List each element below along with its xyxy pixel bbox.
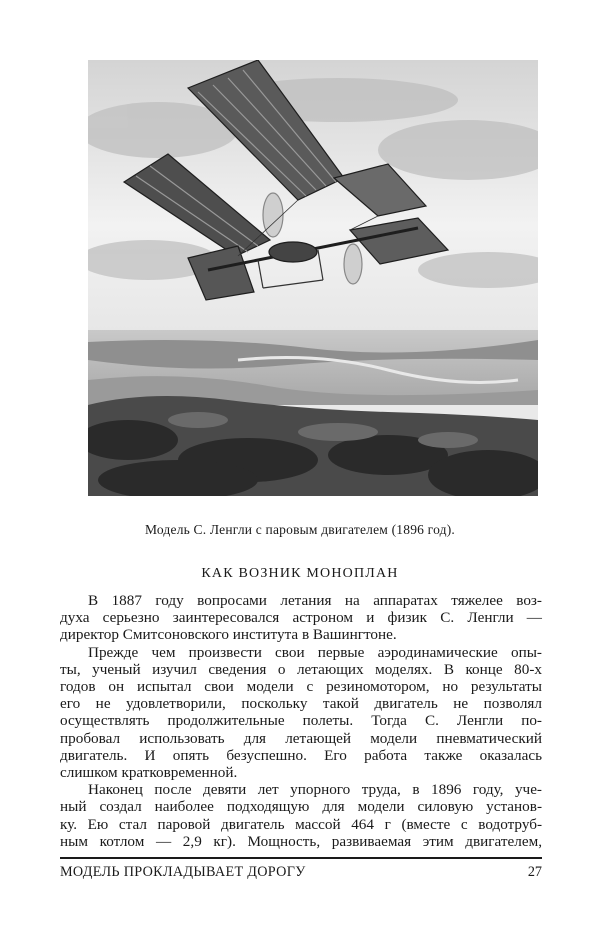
text-line: его не удовлетворили, поскольку такой двигатель не позволял <box>60 695 542 713</box>
paragraph-3 <box>60 781 542 850</box>
text-line: осуществлять продолжительные полеты. Тогда С. Ленгли по- <box>60 712 542 730</box>
text-line: слишком кратковременной. <box>60 764 238 782</box>
text-line: пробовал использовать для летающей модели пневматический <box>60 729 542 747</box>
running-title: МОДЕЛЬ ПРОКЛАДЫВАЕТ ДОРОГУ <box>60 864 306 880</box>
text-line: двигатель. И опять безуспешно. Его работа также оказалась <box>60 746 542 764</box>
page-number: 27 <box>527 864 542 880</box>
paragraph-1 <box>60 592 542 644</box>
text-line: ным котлом — 2,9 кг). Мощность, развиваемая этим двигателем, <box>60 832 542 850</box>
text-line: духа серьезно заинтересовался астроном и физик С. Ленгли — <box>60 609 542 627</box>
text-line: годов он испытал свои модели с резиномотором, но результаты <box>60 678 542 696</box>
langley-aerodrome-illustration <box>88 60 538 496</box>
illustration-drawing <box>88 60 538 496</box>
footer-rule <box>60 857 542 859</box>
figure-caption: Модель С. Ленгли с паровым двигателем (1896 год). <box>145 522 455 537</box>
section-title: КАК ВОЗНИК МОНОПЛАН <box>201 566 399 581</box>
text-line: ты, ученый изучил сведения о летающих моделях. В конце 80-х <box>60 660 542 678</box>
text-line: директор Смитсоновского института в Вашингтоне. <box>60 626 397 644</box>
text-line: ку. Ею стал паровой двигатель массой 464 г (вместе с водотруб- <box>60 815 542 833</box>
text-line: ный создал наиболее подходящую для модели силовую установ- <box>60 798 542 816</box>
text-line: В 1887 году вопросами летания на аппаратах тяжелее воз- <box>88 592 542 609</box>
paragraph-2 <box>60 644 542 782</box>
text-line: Прежде чем произвести свои первые аэродинамические опы- <box>88 643 542 661</box>
body-text <box>60 592 542 850</box>
text-line: Наконец после девяти лет упорного труда, в 1896 году, уче- <box>88 781 542 799</box>
